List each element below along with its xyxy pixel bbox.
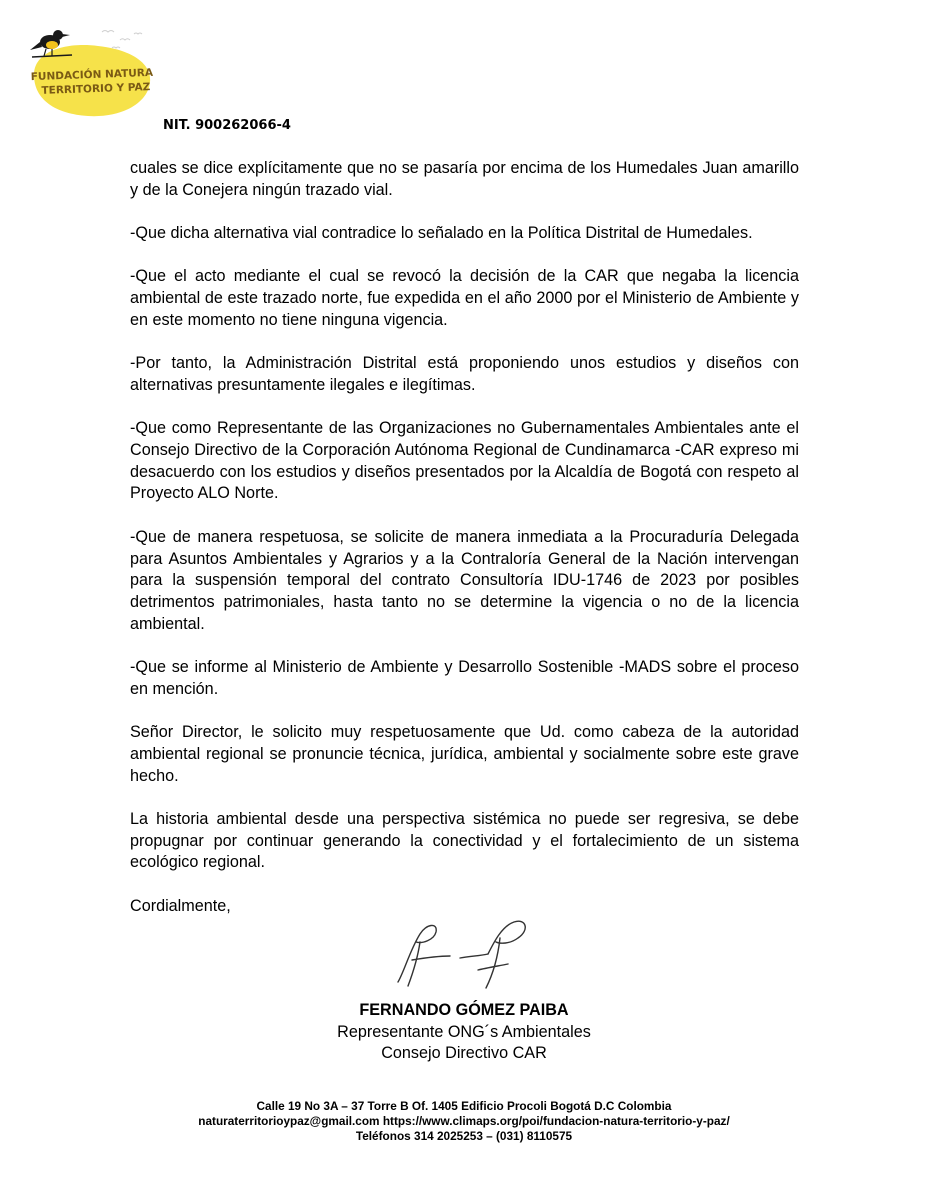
page-footer [100, 1099, 828, 1144]
signer-organization: Consejo Directivo CAR [381, 1044, 547, 1062]
signature-block [300, 1000, 628, 1065]
paragraph-7: -Que se informe al Ministerio de Ambiente y Desarrollo Sostenible -MADS sobre el proceso en mención. [130, 658, 799, 698]
paragraph-1: cuales se dice explícitamente que no se pasaría por encima de los Humedales Juan amarillo y de la Conejera ningún trazado vial. [130, 159, 799, 199]
footer-contact-web: naturaterritorioypaz@gmail.com https://www.climaps.org/poi/fundacion-natura-territorio-y-paz/ [198, 1114, 730, 1128]
paragraph-6: -Que de manera respetuosa, se solicite de manera inmediata a la Procuraduría Delegada para Asuntos Ambientales y Agrarios y a la Contraloría General de la Nación intervengan para la suspensión temporal del contrato Consultoría IDU-1746 de 2023 por posibles detrimentos patrimoniales, hasta tanto no se determine la vigencia o no de la licencia ambiental. [130, 527, 799, 633]
letter-body [130, 158, 799, 939]
foundation-logo [28, 20, 156, 120]
logo-text-line2: TERRITORIO Y PAZ [41, 81, 151, 97]
paragraph-8: Señor Director, le solicito muy respetuosamente que Ud. como cabeza de la autoridad ambiental regional se pronuncie técnica, jurídica, ambiental y socialmente sobre este grave hecho. [130, 723, 799, 785]
birds-flock-icon [102, 31, 142, 49]
logo-text-line1: FUNDACIÓN NATURA [30, 66, 154, 84]
footer-phones: Teléfonos 314 2025253 – (031) 8110575 [355, 1129, 573, 1143]
signer-title: Representante ONG´s Ambientales [337, 1022, 591, 1041]
handwritten-signature [390, 912, 540, 990]
paragraph-2: -Que dicha alternativa vial contradice lo señalado en la Política Distrital de Humedales. [130, 224, 753, 243]
paragraph-3: -Que el acto mediante el cual se revocó la decisión de la CAR que negaba la licencia ambiental de este trazado norte, fue expedida en el año 2000 por el Ministerio de Ambiente y en este momento no tiene ninguna vigencia. [130, 267, 799, 329]
paragraph-4: -Por tanto, la Administración Distrital está proponiendo unos estudios y diseños con alternativas presuntamente ilegales e ilegítimas. [130, 354, 799, 394]
paragraph-5: -Que como Representante de las Organizaciones no Gubernamentales Ambientales ante el Consejo Directivo de la Corporación Autónoma Regional de Cundinamarca -CAR expreso mi desacuerdo con los estudios y diseños presentados por la Alcaldía de Bogotá con respeto al Proyecto ALO Norte. [130, 419, 799, 503]
footer-address: Calle 19 No 3A – 37 Torre B Of. 1405 Edificio Procoli Bogotá D.C Colombia [256, 1099, 672, 1113]
nit-number: NIT. 900262066-4 [163, 118, 291, 133]
signer-name: FERNANDO GÓMEZ PAIBA [359, 1001, 569, 1019]
paragraph-9: La historia ambiental desde una perspectiva sistémica no puede ser regresiva, se debe propugnar por continuar generando la conectividad y el fortalecimiento de un sistema ecológico regional. [130, 809, 799, 872]
closing-salutation: Cordialmente, [130, 896, 231, 915]
